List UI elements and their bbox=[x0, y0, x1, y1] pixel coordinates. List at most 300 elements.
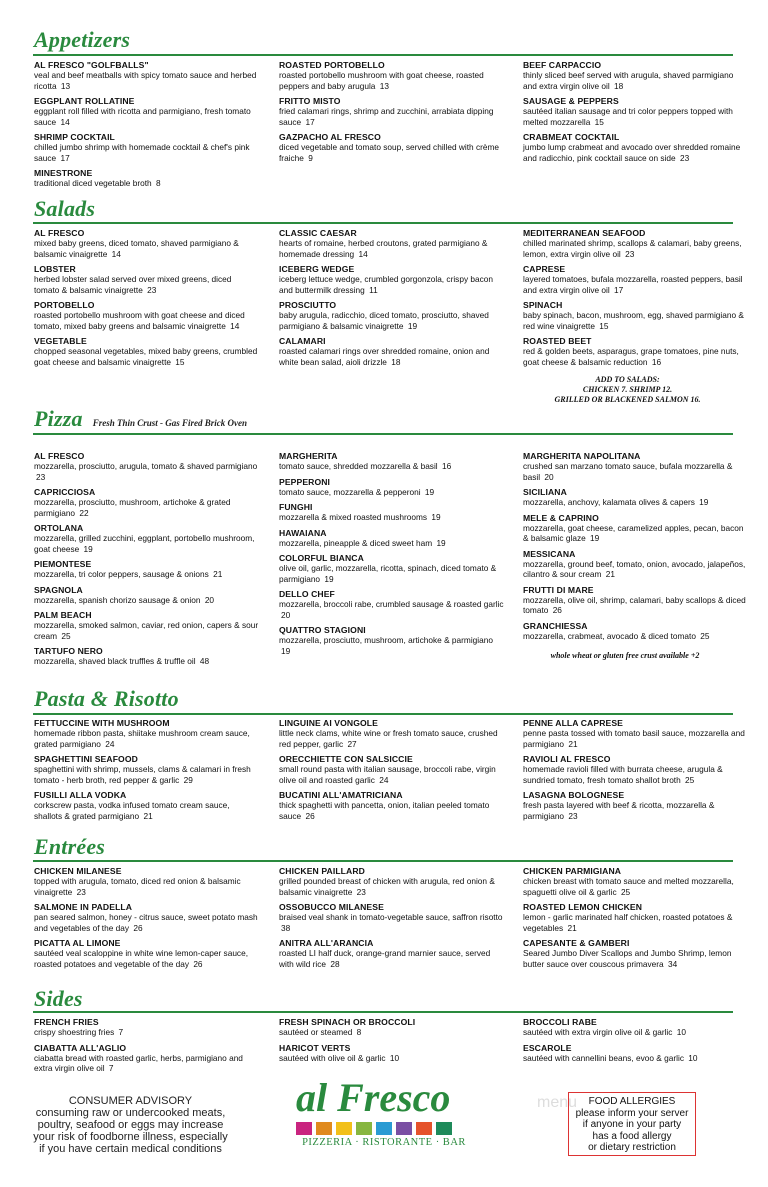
menu-item bbox=[34, 646, 259, 667]
menu-item-desc-text: mozzarella, broccoli rabe, crumbled sausage & roasted garlic bbox=[279, 599, 504, 609]
menu-item-description bbox=[523, 142, 748, 163]
menu-item bbox=[523, 754, 748, 785]
menu-item bbox=[34, 60, 259, 91]
menu-item-price: 25 bbox=[685, 774, 695, 785]
menu-item-desc-text: mixed baby greens, diced tomato, shaved parmigiano & balsamic vinaigrette bbox=[34, 238, 239, 259]
menu-item-desc-text: thinly sliced beef served with arugula, shaved parmigiano and extra virgin olive oil bbox=[523, 70, 734, 91]
menu-item-description bbox=[279, 487, 504, 498]
menu-item-price: 14 bbox=[111, 248, 121, 259]
pasta-col-1 bbox=[34, 718, 259, 826]
menu-item-price: 13 bbox=[60, 80, 71, 91]
menu-item-name: VEGETABLE bbox=[34, 336, 87, 346]
menu-item-desc-text: small round pasta with italian sausage, broccoli rabe, virgin olive oil and roasted garlic bbox=[279, 764, 496, 785]
menu-item-description bbox=[34, 620, 259, 641]
menu-item bbox=[34, 585, 259, 606]
menu-item-price: 7 bbox=[108, 1063, 114, 1073]
menu-item-desc-text: tomato sauce, mozzarella & pepperoni bbox=[279, 486, 421, 497]
menu-item-desc-text: mozzarella, shaved black truffles & truffle oil bbox=[34, 656, 196, 666]
menu-item-desc-text: fried calamari rings, shrimp and zucchini, arrabiata dipping sauce bbox=[279, 106, 494, 127]
menu-item-price: 10 bbox=[688, 1052, 698, 1063]
menu-item-name: CLASSIC CAESAR bbox=[279, 228, 357, 238]
menu-item-name: ROASTED LEMON CHICKEN bbox=[523, 902, 643, 912]
menu-item-description bbox=[34, 461, 259, 482]
advisory-line-1: CONSUMER ADVISORY bbox=[68, 1095, 193, 1107]
pizza-col-1 bbox=[34, 451, 259, 672]
menu-item-price: 22 bbox=[79, 507, 89, 518]
menu-item-description bbox=[279, 512, 504, 523]
menu-item bbox=[279, 625, 504, 656]
appetizers-col-2 bbox=[279, 60, 504, 168]
menu-item bbox=[523, 866, 748, 897]
menu-item-name: MINESTRONE bbox=[34, 168, 93, 178]
menu-item-name: CHICKEN MILANESE bbox=[34, 866, 122, 876]
menu-item-description bbox=[34, 912, 259, 933]
menu-item-desc-text: crushed san marzano tomato sauce, bufala mozzarella & basil bbox=[523, 461, 733, 482]
menu-item-description bbox=[279, 728, 504, 749]
menu-item-name: FUSILLI ALLA VODKA bbox=[34, 790, 127, 800]
menu-item-name: CAPRESE bbox=[523, 264, 566, 274]
menu-item-name: SALMONE IN PADELLA bbox=[34, 902, 133, 912]
advisory-line-4: your risk of foodborne illness, especially bbox=[33, 1131, 228, 1143]
menu-item bbox=[523, 132, 748, 163]
menu-item-desc-text: chilled marinated shrimp, scallops & calamari, baby greens, lemon, extra virgin olive oil bbox=[523, 238, 742, 259]
entrees-rule bbox=[33, 860, 733, 862]
menu-item bbox=[523, 621, 748, 642]
menu-item-price: 28 bbox=[330, 958, 340, 969]
salads-col-2 bbox=[279, 228, 504, 372]
menu-item-description bbox=[523, 346, 748, 367]
menu-item bbox=[523, 938, 748, 969]
menu-item-desc-text: ciabatta bread with roasted garlic, herbs, parmigiano and extra virgin olive oil bbox=[34, 1052, 243, 1073]
menu-item bbox=[523, 264, 748, 295]
menu-item-name: PORTOBELLO bbox=[34, 300, 95, 310]
menu-item-price: 7 bbox=[118, 1027, 124, 1037]
menu-item-description bbox=[279, 461, 504, 472]
menu-item-price: 25 bbox=[61, 630, 71, 641]
menu-item-price: 16 bbox=[651, 356, 662, 367]
menu-item-description bbox=[34, 106, 259, 127]
menu-item-price: 21 bbox=[143, 810, 153, 821]
menu-item-desc-text: corkscrew pasta, vodka infused tomato cream sauce, shallots & grated parmigiano bbox=[34, 800, 230, 821]
menu-item-name: PICATTA AL LIMONE bbox=[34, 938, 121, 948]
menu-item-price: 19 bbox=[431, 512, 441, 522]
menu-item-name: ORECCHIETTE CON SALSICCIE bbox=[279, 754, 413, 764]
menu-item bbox=[523, 487, 748, 508]
menu-item bbox=[523, 336, 748, 367]
menu-item-description bbox=[523, 595, 748, 616]
menu-item-name: LINGUINE AI VONGOLE bbox=[279, 718, 378, 728]
menu-item bbox=[279, 866, 504, 897]
menu-item-description bbox=[523, 631, 748, 642]
menu-item-description bbox=[34, 274, 259, 295]
menu-item-name: PEPPERONI bbox=[279, 476, 331, 487]
menu-item-price: 38 bbox=[281, 922, 291, 933]
menu-item-description bbox=[279, 948, 504, 969]
allergy-line-3: if anyone in your party bbox=[582, 1119, 682, 1130]
menu-item bbox=[34, 718, 259, 749]
advisory-line-2: consuming raw or undercooked meats, bbox=[35, 1107, 226, 1119]
menu-item-description bbox=[279, 563, 504, 584]
menu-item-description bbox=[523, 238, 748, 259]
menu-item-description bbox=[34, 1027, 259, 1038]
menu-item-name: OSSOBUCCO MILANESE bbox=[279, 902, 384, 912]
menu-item-price: 23 bbox=[147, 284, 157, 295]
menu-item-price: 26 bbox=[193, 958, 203, 969]
menu-item bbox=[279, 477, 504, 498]
menu-item-name: GRANCHIESSA bbox=[523, 620, 588, 631]
menu-item bbox=[523, 1017, 748, 1038]
menu-item-desc-text: Seared Jumbo Diver Scallops and Jumbo Shrimp, lemon butter sauce over couscous primavera bbox=[523, 948, 732, 969]
menu-item-name: CAPESANTE & GAMBERI bbox=[523, 938, 630, 948]
menu-item bbox=[523, 549, 748, 580]
menu-item-description bbox=[523, 274, 748, 295]
menu-item-desc-text: baby spinach, bacon, mushroom, egg, shaved parmigiano & red wine vinaigrette bbox=[523, 310, 744, 331]
menu-item-price: 23 bbox=[36, 471, 46, 482]
pizza-subtitle: Fresh Thin Crust - Gas Fired Brick Oven bbox=[92, 418, 247, 428]
salads-rule bbox=[33, 222, 733, 224]
menu-item-description bbox=[34, 178, 259, 189]
menu-item-desc-text: mozzarella & mixed roasted mushrooms bbox=[279, 512, 428, 522]
menu-item bbox=[279, 528, 504, 549]
menu-item-description bbox=[34, 238, 259, 259]
menu-item bbox=[34, 487, 259, 518]
menu-item bbox=[34, 559, 259, 580]
menu-item-desc-text: roasted LI half duck, orange-grand marnier sauce, served with wild rice bbox=[279, 948, 491, 969]
menu-item-desc-text: mozzarella, prosciutto, arugula, tomato & shaved parmigiano bbox=[34, 461, 258, 471]
menu-item-name: SPAGHETTINI SEAFOOD bbox=[34, 754, 138, 764]
menu-item-price: 14 bbox=[230, 320, 240, 331]
menu-item-name: QUATTRO STAGIONI bbox=[279, 625, 366, 635]
menu-item-desc-text: hearts of romaine, herbed croutons, grated parmigiano & homemade dressing bbox=[279, 238, 488, 259]
menu-item-description bbox=[34, 142, 259, 163]
menu-item bbox=[279, 589, 504, 620]
menu-item bbox=[34, 1043, 259, 1074]
menu-item-desc-text: chopped seasonal vegetables, mixed baby greens, crumbled goat cheese and balsamic vinaigrette bbox=[34, 346, 258, 367]
menu-item-desc-text: baby arugula, radicchio, diced tomato, prosciutto, shaved parmigiano & balsamic vinaigrette bbox=[279, 310, 489, 331]
salads-col-3 bbox=[523, 228, 748, 372]
menu-item-price: 9 bbox=[308, 152, 313, 163]
allergy-line-4: has a food allergy bbox=[592, 1130, 672, 1142]
pizza-title-row bbox=[34, 406, 247, 432]
menu-item-desc-text: layered tomatoes, bufala mozzarella, roasted peppers, basil and extra virgin olive oil bbox=[523, 274, 743, 295]
appetizers-title: Appetizers bbox=[34, 27, 131, 52]
menu-item-desc-text: lemon - garlic marinated half chicken, roasted potatoes & vegetables bbox=[523, 912, 733, 933]
menu-item bbox=[523, 228, 748, 259]
menu-item-desc-text: chicken breast with tomato sauce and melted mozzarella, spaguetti olive oil & garlic bbox=[523, 876, 734, 897]
menu-item bbox=[279, 553, 504, 584]
menu-item-desc-text: braised veal shank in tomato-vegetable sauce, saffron risotto bbox=[279, 912, 503, 922]
pizza-title: Pizza bbox=[34, 406, 83, 431]
menu-item-desc-text: diced vegetable and tomato soup, served chilled with crème fraiche bbox=[279, 142, 499, 163]
menu-item-name: HARICOT VERTS bbox=[279, 1042, 351, 1053]
menu-item bbox=[523, 60, 748, 91]
menu-item-price: 19 bbox=[699, 497, 709, 507]
menu-item bbox=[279, 336, 504, 367]
menu-item-price: 23 bbox=[76, 886, 86, 897]
menu-item bbox=[34, 96, 259, 127]
menu-item bbox=[34, 132, 259, 163]
salads-note-line-3: GRILLED OR BLACKENED SALMON 16. bbox=[554, 395, 701, 404]
menu-item-desc-text: mozzarella, crabmeat, avocado & diced tomato bbox=[523, 630, 696, 641]
menu-item-description bbox=[34, 656, 259, 667]
consumer-advisory bbox=[28, 1095, 233, 1155]
menu-item bbox=[34, 168, 259, 189]
menu-item-price: 8 bbox=[356, 1027, 362, 1037]
pasta-col-2 bbox=[279, 718, 504, 826]
menu-item-price: 24 bbox=[379, 774, 389, 785]
menu-item-name: HAWAIANA bbox=[279, 527, 327, 538]
menu-item-desc-text: mozzarella, anchovy, kalamata olives & capers bbox=[523, 497, 695, 507]
menu-item bbox=[34, 754, 259, 785]
sides-col-3 bbox=[523, 1017, 748, 1068]
menu-item-desc-text: roasted portobello mushroom with goat cheese and diced tomato, mixed baby greens and balsamic vinaigrette bbox=[34, 310, 245, 331]
menu-item-price: 19 bbox=[590, 533, 600, 543]
menu-item-description bbox=[279, 800, 504, 821]
menu-item-price: 15 bbox=[594, 116, 604, 127]
menu-item-description bbox=[279, 912, 504, 933]
menu-item-description bbox=[279, 274, 504, 295]
menu-item-price: 19 bbox=[424, 486, 435, 497]
entrees-title: Entrées bbox=[34, 834, 106, 859]
menu-item-description bbox=[523, 728, 748, 749]
menu-item-description bbox=[34, 1053, 259, 1074]
menu-item-name: AL FRESCO bbox=[34, 228, 85, 238]
menu-item-desc-text: mozzarella, smoked salmon, caviar, red onion, capers & sour cream bbox=[34, 620, 259, 641]
menu-item-name: FRUTTI DI MARE bbox=[523, 584, 594, 595]
menu-item-name: FRESH SPINACH OR BROCCOLI bbox=[279, 1017, 416, 1027]
menu-item-desc-text: olive oil, garlic, mozzarella, ricotta, spinach, diced tomato & parmigiano bbox=[279, 563, 497, 584]
menu-item-price: 14 bbox=[60, 116, 70, 127]
menu-item-name: FUNGHI bbox=[279, 502, 313, 512]
menu-item-description bbox=[34, 595, 259, 606]
menu-item-price: 17 bbox=[60, 152, 70, 163]
menu-item-price: 10 bbox=[389, 1052, 400, 1063]
menu-item-desc-text: sautéed with extra virgin olive oil & garlic bbox=[523, 1027, 673, 1037]
menu-item-price: 21 bbox=[568, 738, 578, 749]
menu-item-description bbox=[279, 310, 504, 331]
menu-item-desc-text: chilled jumbo shrimp with homemade cocktail & chef's pink sauce bbox=[34, 142, 250, 163]
menu-item-price: 23 bbox=[679, 152, 690, 163]
menu-item-desc-text: jumbo lump crabmeat and avocado over shredded romaine and radicchio, pink cocktail sauce on side bbox=[523, 142, 741, 163]
menu-item bbox=[34, 610, 259, 641]
menu-item-price: 19 bbox=[324, 573, 334, 584]
entrees-col-1 bbox=[34, 866, 259, 974]
menu-item-desc-text: mozzarella, goat cheese, caramelized apples, pecan, bacon & balsamic glaze bbox=[523, 522, 744, 543]
menu-item bbox=[279, 96, 504, 127]
menu-item-name: MESSICANA bbox=[523, 548, 576, 559]
menu-item-price: 18 bbox=[391, 356, 401, 367]
menu-item-desc-text: sautéed with olive oil & garlic bbox=[279, 1052, 386, 1063]
menu-item-name: RAVIOLI AL FRESCO bbox=[523, 754, 611, 764]
menu-item-name: PIEMONTESE bbox=[34, 559, 92, 569]
menu-item-description bbox=[523, 310, 748, 331]
menu-item-desc-text: tomato sauce, shredded mozzarella & basil bbox=[279, 461, 438, 471]
menu-item-desc-text: roasted portobello mushroom with goat cheese, roasted peppers and baby arugula bbox=[279, 70, 484, 91]
menu-item-name: PENNE ALLA CAPRESE bbox=[523, 718, 624, 728]
menu-item-desc-text: sautéed or steamed bbox=[279, 1027, 353, 1037]
menu-item bbox=[279, 1043, 504, 1064]
menu-item-description bbox=[523, 497, 748, 508]
menu-item-desc-text: eggplant roll filled with ricotta and parmigiano, fresh tomato sauce bbox=[34, 106, 251, 127]
sides-rule bbox=[33, 1011, 733, 1013]
menu-item-price: 19 bbox=[83, 543, 93, 554]
menu-item-name: GAZPACHO AL FRESCO bbox=[279, 132, 381, 142]
menu-item bbox=[523, 790, 748, 821]
menu-item-name: FETTUCCINE WITH MUSHROOM bbox=[34, 718, 170, 728]
menu-item-price: 20 bbox=[204, 594, 215, 605]
menu-item bbox=[279, 718, 504, 749]
menu-item-desc-text: veal and beef meatballs with spicy tomato sauce and herbed ricotta bbox=[34, 70, 257, 91]
menu-item-description bbox=[34, 800, 259, 821]
menu-item bbox=[279, 790, 504, 821]
menu-item-description bbox=[523, 800, 748, 821]
menu-item bbox=[34, 523, 259, 554]
menu-item-desc-text: traditional diced vegetable broth bbox=[34, 178, 152, 188]
menu-item-price: 21 bbox=[567, 922, 577, 933]
advisory-line-3: poultry, seafood or eggs may increase bbox=[37, 1119, 224, 1131]
menu-item bbox=[523, 96, 748, 127]
menu-item-description bbox=[279, 238, 504, 259]
menu-item bbox=[523, 513, 748, 544]
menu-item-name: SAUSAGE & PEPPERS bbox=[523, 96, 619, 106]
menu-item-description bbox=[523, 1053, 748, 1064]
menu-item-name: EGGPLANT ROLLATINE bbox=[34, 96, 135, 106]
al-fresco-logo bbox=[292, 1076, 478, 1151]
menu-item-desc-text: pan seared salmon, honey - citrus sauce, sweet potato mash and vegetables of the day bbox=[34, 912, 258, 933]
menu-item-price: 24 bbox=[105, 738, 115, 749]
menu-item-name: CAPRICCIOSA bbox=[34, 487, 96, 497]
menu-item-price: 20 bbox=[544, 471, 554, 482]
menu-item-description bbox=[279, 635, 504, 656]
menu-item-price: 16 bbox=[441, 461, 452, 471]
menu-item-description bbox=[279, 70, 504, 91]
menu-item-description bbox=[34, 876, 259, 897]
menu-item-description bbox=[34, 533, 259, 554]
menu-item-name: CHICKEN PAILLARD bbox=[279, 866, 365, 876]
menu-item-desc-text: thick spaghetti with pancetta, onion, italian peeled tomato sauce bbox=[279, 800, 490, 821]
menu-item-price: 19 bbox=[436, 537, 446, 548]
menu-item-description bbox=[279, 346, 504, 367]
menu-item-name: MARGHERITA NAPOLITANA bbox=[523, 451, 641, 461]
menu-item-name: COLORFUL BIANCA bbox=[279, 553, 364, 563]
menu-item-name: ANITRA ALL'ARANCIA bbox=[279, 938, 374, 948]
menu-item-description bbox=[34, 948, 259, 969]
menu-item-price: 25 bbox=[700, 630, 710, 641]
menu-item-description bbox=[523, 876, 748, 897]
menu-item-desc-text: fresh pasta layered with beef & ricotta, mozzarella & parmigiano bbox=[523, 800, 715, 821]
entrees-col-2 bbox=[279, 866, 504, 974]
menu-item-price: 15 bbox=[175, 356, 185, 367]
menu-item-description bbox=[523, 523, 748, 544]
menu-item-price: 14 bbox=[358, 248, 368, 259]
allergy-line-2: please inform your server bbox=[575, 1107, 689, 1119]
salads-note-line-2: CHICKEN 7. SHRIMP 12. bbox=[582, 385, 673, 394]
menu-item-name: ROASTED BEET bbox=[523, 336, 592, 346]
menu-item-desc-text: mozzarella, tri color peppers, sausage & onions bbox=[34, 569, 209, 579]
menu-item-description bbox=[523, 1027, 748, 1038]
pizza-col-2 bbox=[279, 451, 504, 661]
menu-item-desc-text: mozzarella, prosciutto, mushroom, artichoke & parmigiano bbox=[279, 635, 493, 645]
salads-addon-note bbox=[535, 375, 720, 405]
menu-item-desc-text: homemade ravioli filled with burrata cheese, arugula & sundried tomato, fresh tomato shallot broth bbox=[523, 764, 723, 785]
appetizers-rule bbox=[33, 54, 733, 56]
menu-item-desc-text: mozzarella, prosciutto, mushroom, artichoke & grated parmigiano bbox=[34, 497, 231, 518]
menu-item-name: LOBSTER bbox=[34, 264, 76, 274]
menu-item-desc-text: roasted calamari rings over shredded romaine, onion and white bean salad, aioli drizzle bbox=[279, 346, 490, 367]
menu-item-description bbox=[279, 538, 504, 549]
menu-item bbox=[279, 502, 504, 523]
menu-item-desc-text: mozzarella, pineapple & diced sweet ham bbox=[279, 537, 433, 548]
logo-color-squares bbox=[296, 1122, 456, 1135]
menu-item-description bbox=[523, 912, 748, 933]
menu-item-name: CRABMEAT COCKTAIL bbox=[523, 132, 620, 142]
menu-item-desc-text: penne pasta tossed with tomato basil sauce, mozzarella and parmigiano bbox=[523, 728, 745, 749]
menu-item-name: TARTUFO NERO bbox=[34, 646, 103, 656]
menu-item-desc-text: herbed lobster salad served over mixed greens, diced tomato & balsamic vinaigrette bbox=[34, 274, 232, 295]
menu-item bbox=[34, 866, 259, 897]
menu-item-name: LASAGNA BOLOGNESE bbox=[523, 790, 625, 800]
pasta-col-3 bbox=[523, 718, 748, 826]
menu-item bbox=[34, 336, 259, 367]
menu-item-name: CIABATTA ALL'AGLIO bbox=[34, 1042, 127, 1053]
menu-item bbox=[34, 790, 259, 821]
menu-item-name: CALAMARI bbox=[279, 336, 326, 346]
menu-item-name: FRITTO MISTO bbox=[279, 96, 341, 106]
menu-item-name: BUCATINI ALL'AMATRICIANA bbox=[279, 790, 403, 800]
menu-watermark: menu bbox=[537, 1094, 578, 1111]
pasta-title: Pasta & Risotto bbox=[34, 686, 179, 711]
menu-item-description bbox=[279, 764, 504, 785]
menu-item bbox=[279, 938, 504, 969]
menu-item-price: 17 bbox=[614, 284, 624, 295]
menu-item-desc-text: spaghettini with shrimp, mussels, clams & calamari in fresh tomato - herb broth, red pepper & garlic bbox=[34, 764, 251, 785]
menu-item-description bbox=[523, 106, 748, 127]
allergy-line-1: FOOD ALLERGIES bbox=[588, 1096, 676, 1107]
menu-item-price: 18 bbox=[614, 80, 624, 91]
menu-item-price: 23 bbox=[568, 810, 578, 821]
menu-item bbox=[279, 1017, 504, 1038]
menu-item-description bbox=[279, 1027, 504, 1038]
menu-item-name: PALM BEACH bbox=[34, 610, 92, 620]
appetizers-col-3 bbox=[523, 60, 748, 168]
menu-item-description bbox=[34, 569, 259, 580]
menu-item-description bbox=[279, 106, 504, 127]
menu-item-desc-text: sautéed with cannellini beans, evoo & garlic bbox=[523, 1052, 684, 1063]
menu-item-name: ROASTED PORTOBELLO bbox=[279, 60, 385, 70]
menu-item-description bbox=[34, 310, 259, 331]
menu-item-price: 23 bbox=[356, 886, 366, 897]
menu-item-name: MEDITERRANEAN SEAFOOD bbox=[523, 228, 646, 238]
menu-item bbox=[523, 902, 748, 933]
menu-item-price: 19 bbox=[407, 320, 418, 331]
menu-item bbox=[279, 60, 504, 91]
menu-item-description bbox=[34, 70, 259, 91]
menu-item bbox=[34, 1017, 259, 1038]
entrees-col-3 bbox=[523, 866, 748, 974]
menu-item-desc-text: sautéed veal scaloppine in white wine lemon-caper sauce, roasted potatoes and vegetable of the day bbox=[34, 948, 249, 969]
menu-item bbox=[279, 902, 504, 933]
menu-item-name: FRENCH FRIES bbox=[34, 1017, 99, 1027]
menu-item bbox=[279, 132, 504, 163]
menu-item-price: 17 bbox=[305, 116, 315, 127]
menu-item-name: SICILIANA bbox=[523, 487, 567, 497]
menu-item bbox=[279, 754, 504, 785]
menu-item-price: 20 bbox=[281, 609, 291, 620]
menu-item-price: 8 bbox=[155, 178, 161, 188]
menu-item-description bbox=[279, 876, 504, 897]
menu-item-price: 10 bbox=[676, 1027, 686, 1037]
menu-item-description bbox=[279, 599, 504, 620]
